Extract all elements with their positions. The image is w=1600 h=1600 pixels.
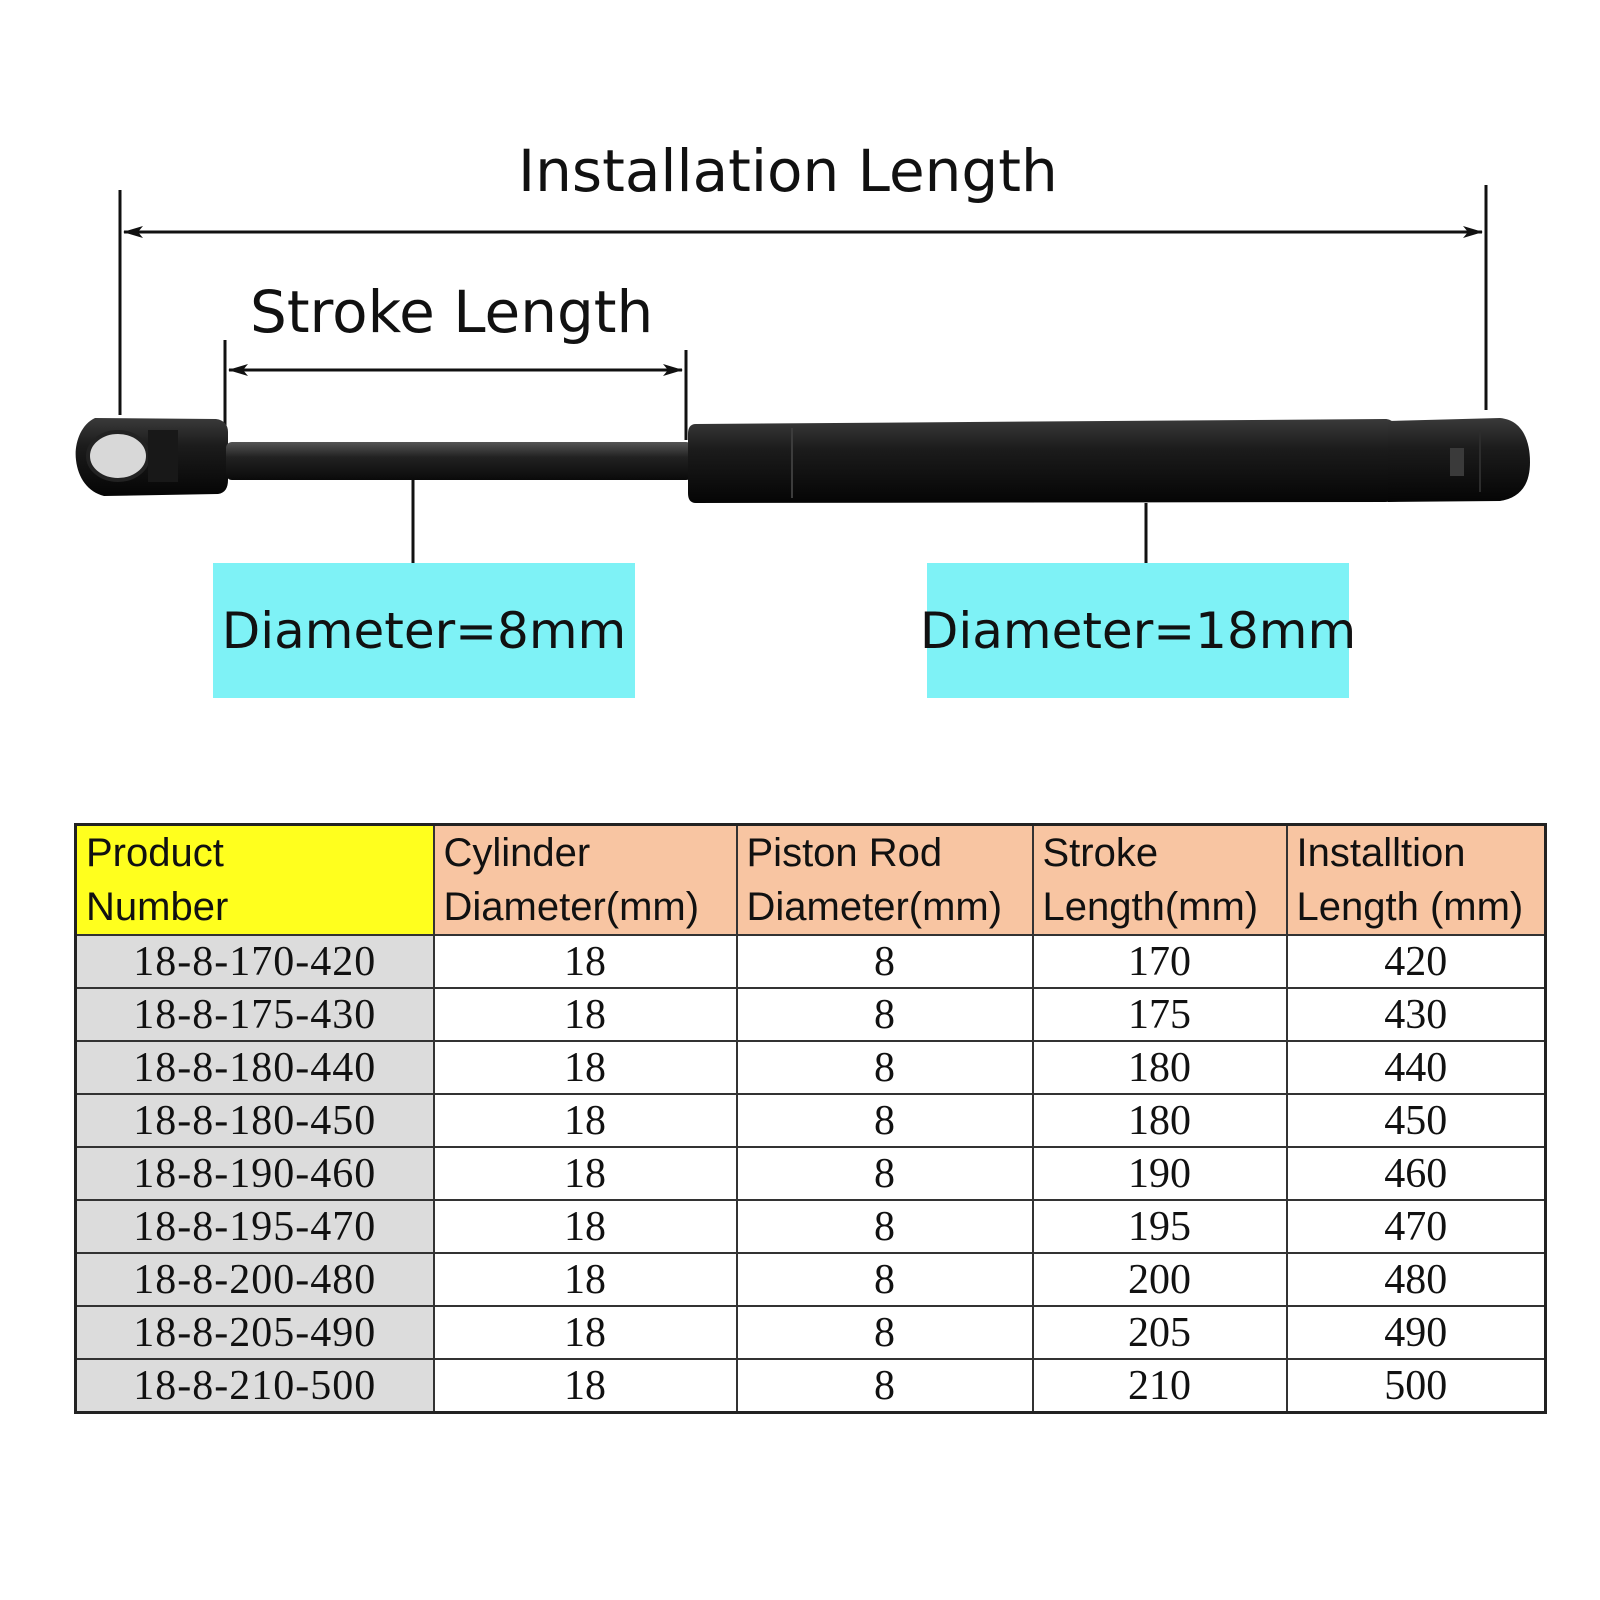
piston-rod-diameter-cell: 8 [737, 1306, 1033, 1359]
cylinder-diameter-cell: 18 [434, 988, 737, 1041]
cylinder-diameter-cell: 18 [434, 935, 737, 988]
header-text: Length (mm) [1296, 885, 1524, 929]
header-installation-length [1287, 825, 1546, 936]
piston-rod-diameter-cell: 8 [737, 1359, 1033, 1413]
table-row [76, 1200, 1546, 1253]
header-text: Installtion [1296, 831, 1466, 875]
header-text: Diameter(mm) [746, 885, 1003, 929]
header-stroke-length [1033, 825, 1287, 936]
piston-rod-diameter-cell: 8 [737, 1094, 1033, 1147]
product-number-cell: 18-8-195-470 [76, 1200, 434, 1253]
table-row [76, 1094, 1546, 1147]
table-row [76, 1147, 1546, 1200]
header-text: Piston Rod [746, 831, 943, 875]
stroke-length-cell: 200 [1033, 1253, 1287, 1306]
piston-rod-diameter-cell: 8 [737, 1147, 1033, 1200]
installation-length-cell: 440 [1287, 1041, 1546, 1094]
cylinder-diameter-cell: 18 [434, 1200, 737, 1253]
header-product-number [76, 825, 434, 936]
product-number-cell: 18-8-210-500 [76, 1359, 434, 1413]
table-header-row [76, 825, 1546, 936]
product-number-cell: 18-8-205-490 [76, 1306, 434, 1359]
installation-length-cell: 470 [1287, 1200, 1546, 1253]
installation-length-label: Installation Length [518, 137, 1058, 205]
stroke-length-cell: 210 [1033, 1359, 1287, 1413]
table-row [76, 1359, 1546, 1413]
cylinder-diameter-cell: 18 [434, 1147, 737, 1200]
cylinder-diameter-cell: 18 [434, 1306, 737, 1359]
spec-table [74, 823, 1547, 1414]
gas-strut-icon [76, 418, 1530, 503]
installation-length-cell: 430 [1287, 988, 1546, 1041]
piston-rod-diameter-cell: 8 [737, 1253, 1033, 1306]
header-text: Stroke [1042, 831, 1159, 875]
header-text: Cylinder [443, 831, 591, 875]
installation-length-cell: 480 [1287, 1253, 1546, 1306]
installation-length-cell: 500 [1287, 1359, 1546, 1413]
stroke-length-cell: 180 [1033, 1041, 1287, 1094]
stroke-length-cell: 170 [1033, 935, 1287, 988]
stroke-length-cell: 175 [1033, 988, 1287, 1041]
installation-length-cell: 490 [1287, 1306, 1546, 1359]
header-text: Length(mm) [1042, 885, 1259, 929]
piston-rod-diameter-cell: 8 [737, 988, 1033, 1041]
product-number-cell: 18-8-190-460 [76, 1147, 434, 1200]
table-row [76, 988, 1546, 1041]
installation-length-cell: 450 [1287, 1094, 1546, 1147]
header-text: Diameter(mm) [443, 885, 700, 929]
installation-length-cell: 460 [1287, 1147, 1546, 1200]
cylinder-diameter-cell: 18 [434, 1359, 737, 1413]
product-number-cell: 18-8-180-440 [76, 1041, 434, 1094]
piston-rod-diameter-cell: 8 [737, 1041, 1033, 1094]
product-number-cell: 18-8-180-450 [76, 1094, 434, 1147]
rod-diameter-box [213, 563, 635, 698]
header-text: Product [86, 831, 224, 875]
header-cylinder-diameter [434, 825, 737, 936]
installation-length-cell: 420 [1287, 935, 1546, 988]
stroke-length-cell: 195 [1033, 1200, 1287, 1253]
cylinder-diameter-label: Diameter=18mm [919, 601, 1357, 660]
product-number-cell: 18-8-170-420 [76, 935, 434, 988]
cylinder-diameter-cell: 18 [434, 1041, 737, 1094]
piston-rod-diameter-cell: 8 [737, 1200, 1033, 1253]
cylinder-diameter-cell: 18 [434, 1094, 737, 1147]
product-number-cell: 18-8-175-430 [76, 988, 434, 1041]
piston-rod-diameter-cell: 8 [737, 935, 1033, 988]
table-row [76, 1041, 1546, 1094]
stroke-length-label: Stroke Length [250, 278, 654, 346]
table-row [76, 1306, 1546, 1359]
stroke-length-cell: 180 [1033, 1094, 1287, 1147]
header-text: Number [86, 885, 229, 929]
header-piston-rod-diameter [737, 825, 1033, 936]
product-number-cell: 18-8-200-480 [76, 1253, 434, 1306]
stroke-length-cell: 205 [1033, 1306, 1287, 1359]
stroke-length-cell: 190 [1033, 1147, 1287, 1200]
table-row [76, 1253, 1546, 1306]
cylinder-diameter-cell: 18 [434, 1253, 737, 1306]
table-row [76, 935, 1546, 988]
stroke-length-dimension [225, 340, 686, 440]
cylinder-diameter-box [919, 563, 1357, 698]
rod-diameter-label: Diameter=8mm [221, 601, 627, 660]
